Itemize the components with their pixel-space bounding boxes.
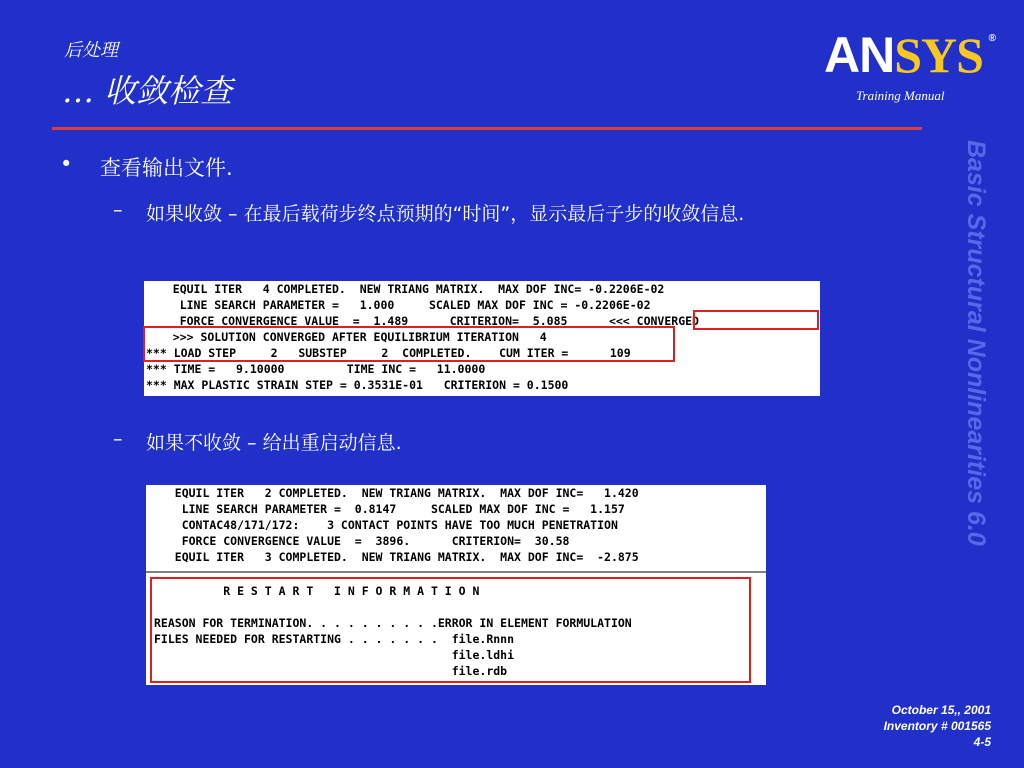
- output-line: EQUIL ITER 3 COMPLETED. NEW TRIANG MATRIX. MAX DOF INC= -2.875: [154, 550, 639, 564]
- bullet-dot-icon: •: [60, 152, 73, 176]
- restart-title: R E S T A R T I N F O R M A T I O N: [154, 584, 480, 598]
- output-line: LINE SEARCH PARAMETER = 1.000 SCALED MAX DOF INC = -0.2206E-02: [152, 298, 651, 312]
- output-line: EQUIL ITER 2 COMPLETED. NEW TRIANG MATRIX. MAX DOF INC= 1.420: [154, 486, 639, 500]
- logo-text-sys: SYS: [894, 27, 983, 83]
- output-line: FORCE CONVERGENCE VALUE = 3896. CRITERION= 30.58: [154, 534, 570, 548]
- side-course-text: Basic Structural Nonlinearities 6.0: [962, 140, 990, 546]
- bullet-main-text: 查看输出文件.: [100, 156, 233, 180]
- footer-inventory: Inventory # 001565: [883, 719, 991, 733]
- footer-page-number: 4-5: [973, 735, 991, 749]
- ansys-logo: [824, 27, 995, 83]
- title-divider: [52, 127, 922, 130]
- footer-date: October 15,, 2001: [891, 703, 991, 717]
- restart-line: REASON FOR TERMINATION. . . . . . . . . .ERROR IN ELEMENT FORMULATION: [154, 616, 632, 630]
- output-separator: [146, 571, 766, 573]
- converged-flag-highlight-box: [693, 310, 819, 330]
- output-line: *** LOAD STEP 2 SUBSTEP 2 COMPLETED. CUM ITER = 109: [146, 346, 631, 360]
- bullet-sub-converged-text: 如果收敛 – 在最后载荷步终点预期的“时间”，显示最后子步的收敛信息.: [146, 203, 745, 225]
- output-line: LINE SEARCH PARAMETER = 0.8147 SCALED MAX DOF INC = 1.157: [154, 502, 625, 516]
- output-line: >>> SOLUTION CONVERGED AFTER EQUILIBRIUM ITERATION 4: [152, 330, 547, 344]
- output-line: CONTAC48/171/172: 3 CONTACT POINTS HAVE TOO MUCH PENETRATION: [154, 518, 618, 532]
- side-course-label: [960, 140, 1020, 660]
- output-line: EQUIL ITER 4 COMPLETED. NEW TRIANG MATRIX. MAX DOF INC= -0.2206E-02: [152, 282, 665, 296]
- logo-text-an: AN: [824, 27, 895, 83]
- training-manual-label: Training Manual: [856, 88, 945, 103]
- restart-highlight-box: [150, 577, 751, 683]
- bullet-dash-icon: –: [113, 428, 123, 450]
- converged-highlight-box: [143, 326, 675, 362]
- output-line: *** MAX PLASTIC STRAIN STEP = 0.3531E-01 CRITERION = 0.1500: [146, 378, 569, 392]
- restart-line: file.rdb: [154, 664, 508, 678]
- bullet-sub-not-converged-text: 如果不收敛 – 给出重启动信息.: [146, 432, 402, 454]
- restart-line: file.ldhi: [154, 648, 515, 662]
- logo-registered-mark: ®: [988, 33, 995, 44]
- slide-title: … 收敛检查: [62, 72, 233, 110]
- output-line: FORCE CONVERGENCE VALUE = 1.489 CRITERION= 5.085 <<< CONVERGED: [152, 314, 699, 328]
- restart-line: FILES NEEDED FOR RESTARTING . . . . . . . file.Rnnn: [154, 632, 515, 646]
- output-line: *** TIME = 9.10000 TIME INC = 11.0000: [146, 362, 486, 376]
- bullet-dash-icon: –: [113, 199, 123, 221]
- slide-subtitle: 后处理: [64, 40, 118, 61]
